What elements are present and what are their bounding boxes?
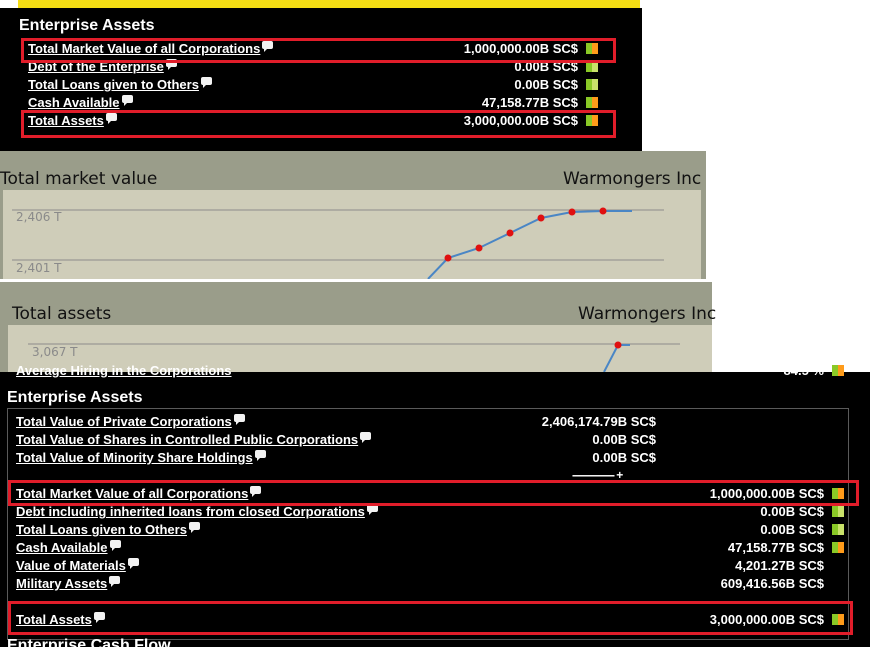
top-row-label[interactable]: Cash Available (28, 95, 120, 110)
row-label[interactable]: Total Value of Private Corporations (16, 414, 232, 429)
top-row-debt (28, 59, 598, 77)
bottom-assets-panel (0, 363, 870, 654)
row-label[interactable]: Total Market Value of all Corporations (16, 486, 249, 501)
y-tick-label: 2,401 T (16, 261, 62, 275)
cut-row-average-hiring (16, 363, 844, 381)
cut-row-label[interactable]: Average Hiring in the Corporations (16, 363, 232, 378)
trend-bar-icon[interactable] (832, 365, 844, 376)
row-label[interactable]: Total Assets (16, 612, 92, 627)
row-value: 0.00B SC$ (760, 522, 824, 537)
row-label[interactable]: Total Value of Minority Share Holdings (16, 450, 253, 465)
total-assets-line-chart (0, 282, 712, 372)
top-row-label[interactable]: Total Loans given to Others (28, 77, 199, 92)
trend-bar-icon[interactable] (586, 43, 598, 54)
data-point (615, 342, 622, 349)
data-point (445, 255, 452, 262)
row-label[interactable]: Cash Available (16, 540, 108, 555)
comment-icon[interactable] (360, 432, 371, 440)
chart-company: Warmongers Inc (563, 169, 702, 189)
comment-icon[interactable] (166, 59, 177, 67)
top-assets-panel (0, 8, 642, 151)
trend-bar-icon[interactable] (586, 115, 598, 126)
row-controlled-public (16, 432, 656, 450)
row-military (16, 576, 824, 594)
top-row-value: 1,000,000.00B SC$ (463, 41, 578, 56)
y-tick-label: 3,067 T (32, 345, 78, 359)
comment-icon[interactable] (110, 540, 121, 548)
comment-icon[interactable] (201, 77, 212, 85)
cash-flow-section-title: Enterprise Cash Flow (7, 637, 171, 654)
trend-bar-icon[interactable] (832, 614, 844, 625)
trend-bar-icon[interactable] (586, 79, 598, 90)
trend-bar-icon[interactable] (832, 542, 844, 553)
row-label[interactable]: Military Assets (16, 576, 108, 591)
top-row-cash (28, 95, 598, 113)
comment-icon[interactable] (234, 414, 245, 422)
chart-company: Warmongers Inc (578, 304, 717, 324)
row-loans (16, 522, 844, 540)
row-value: 0.00B SC$ (592, 450, 656, 465)
row-value: 3,000,000.00B SC$ (709, 612, 824, 627)
row-label[interactable]: Total Loans given to Others (16, 522, 187, 537)
trend-bar-icon[interactable] (832, 506, 844, 517)
sum-separator: -------------- + (572, 468, 623, 482)
top-row-value: 0.00B SC$ (514, 77, 578, 92)
row-cash (16, 540, 844, 558)
chart-heading: Total market value (0, 169, 158, 189)
row-value: 47,158.77B SC$ (727, 540, 824, 555)
y-tick-label: 2,406 T (16, 210, 62, 224)
top-row-label[interactable]: Debt of the Enterprise (28, 59, 164, 74)
top-row-label[interactable]: Total Assets (28, 113, 104, 128)
comment-icon[interactable] (255, 450, 266, 458)
market-value-line-chart (0, 151, 706, 279)
row-materials (16, 558, 824, 576)
series-line (428, 211, 632, 279)
top-panel-title: Enterprise Assets (19, 17, 155, 34)
bottom-panel-title: Enterprise Assets (7, 389, 143, 406)
comment-icon[interactable] (128, 558, 139, 566)
yellow-header-strip (18, 0, 640, 8)
comment-icon[interactable] (262, 41, 273, 49)
chart-heading: Total assets (12, 304, 112, 324)
row-value: 609,416.56B SC$ (720, 576, 824, 591)
trend-bar-icon[interactable] (586, 97, 598, 108)
comment-icon[interactable] (109, 576, 120, 584)
data-point (476, 245, 483, 252)
row-value: 1,000,000.00B SC$ (709, 486, 824, 501)
cut-row-value: 84.5 % (783, 363, 824, 378)
comment-icon[interactable] (250, 486, 261, 494)
top-row-loans (28, 77, 598, 95)
top-row-total-assets (28, 113, 598, 131)
row-value: 0.00B SC$ (760, 504, 824, 519)
comment-icon[interactable] (122, 95, 133, 103)
row-label[interactable]: Debt including inherited loans from closed Corporations (16, 504, 365, 519)
comment-icon[interactable] (94, 612, 105, 620)
trend-bar-icon[interactable] (586, 61, 598, 72)
row-value: 4,201.27B SC$ (735, 558, 824, 573)
top-row-label[interactable]: Total Market Value of all Corporations (28, 41, 261, 56)
trend-bar-icon[interactable] (832, 488, 844, 499)
row-minority-holdings (16, 450, 656, 468)
comment-icon[interactable] (106, 113, 117, 121)
row-debt-inherited (16, 504, 844, 522)
trend-bar-icon[interactable] (832, 524, 844, 535)
row-private-corporations (16, 414, 656, 432)
data-point (507, 230, 514, 237)
top-row-value: 3,000,000.00B SC$ (463, 113, 578, 128)
row-total-assets (16, 612, 844, 630)
row-value: 0.00B SC$ (592, 432, 656, 447)
top-row-value: 47,158.77B SC$ (481, 95, 578, 110)
top-row-value: 0.00B SC$ (514, 59, 578, 74)
comment-icon[interactable] (367, 504, 378, 512)
row-label[interactable]: Value of Materials (16, 558, 126, 573)
data-point (538, 215, 545, 222)
data-point (569, 209, 576, 216)
data-point (600, 208, 607, 215)
row-label[interactable]: Total Value of Shares in Controlled Public Corporations (16, 432, 359, 447)
comment-icon[interactable] (189, 522, 200, 530)
row-value: 2,406,174.79B SC$ (541, 414, 656, 429)
row-market-value (16, 486, 844, 504)
top-row-market-value (28, 41, 598, 59)
